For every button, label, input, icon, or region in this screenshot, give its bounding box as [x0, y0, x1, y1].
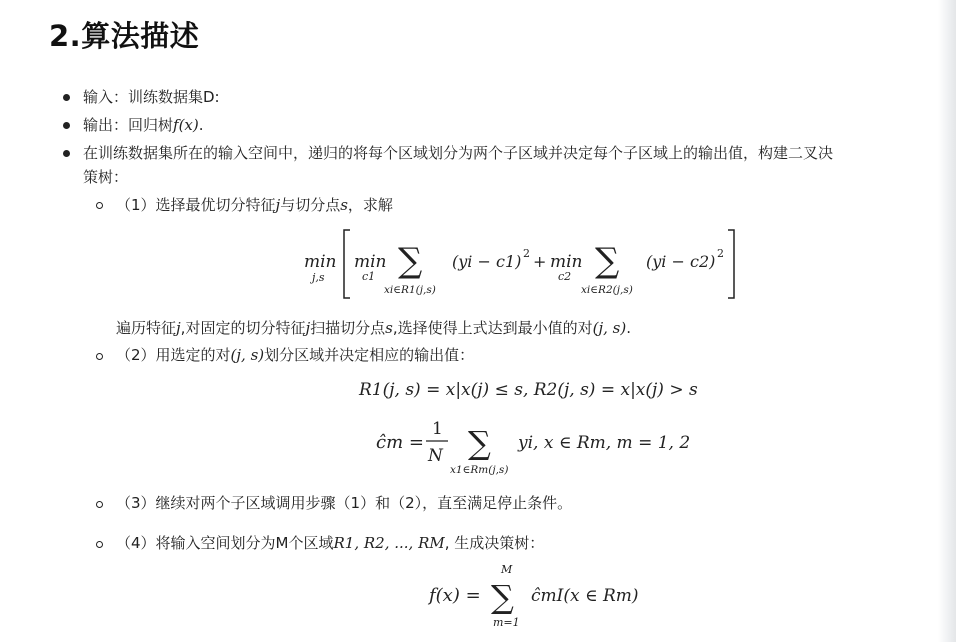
region-formula: [355, 372, 735, 406]
sub-bullet-ring: [96, 202, 103, 209]
section-heading: 2.算法描述: [49, 19, 200, 53]
term1-exp: 2: [523, 247, 530, 260]
fx-rhs: ĉmI(x ∈ Rm): [531, 586, 639, 606]
input-line: [83, 87, 220, 107]
bullet-dot: [63, 94, 70, 101]
output-value-formula: [370, 412, 730, 482]
sum-upper-limit: M: [501, 563, 513, 576]
left-bracket: [344, 230, 350, 298]
bullet-dot: [63, 122, 70, 129]
term2: (yi − c2): [646, 252, 716, 271]
description-line-2: 策树：: [83, 168, 129, 186]
step2-pair: (j, s): [230, 346, 265, 364]
note-var-s: s: [385, 319, 393, 337]
term1: (yi − c1): [452, 252, 522, 271]
output-formula: f(x): [173, 116, 199, 134]
step4-text-a: （4）将输入空间划分为M个区域: [116, 534, 334, 552]
formula-min-outer: min: [304, 252, 337, 272]
description-line-1: 在训练数据集所在的输入空间中，递归的将每个区域划分为两个子区域并决定每个子区域上的输出值，构建二叉决: [83, 144, 834, 162]
step1-note: [116, 318, 631, 338]
cm-rhs: yi, x ∈ Rm, m = 1, 2: [518, 433, 691, 453]
sum2-subscript: xi∈R2(j,s): [581, 284, 633, 296]
note-text-b: ,对固定的切分特征: [180, 319, 306, 337]
step1-line: [116, 195, 393, 215]
step1-text-a: （1）选择最优切分特征: [116, 196, 276, 214]
plus-sign: +: [533, 252, 547, 271]
sum-symbol-3: ∑: [468, 424, 491, 462]
right-bracket: [728, 230, 734, 298]
bullet-dot: [63, 150, 70, 157]
tree-formula: [425, 560, 665, 638]
note-var-j: j: [176, 319, 181, 337]
note-text-c: 扫描切分点: [310, 319, 386, 337]
output-text: 输出：回归树: [83, 116, 174, 134]
step4-line: [116, 533, 544, 553]
step1-text-c: ，求解: [347, 196, 393, 214]
sum-symbol-4: ∑: [491, 578, 514, 616]
sum-lower-limit: m=1: [493, 616, 520, 629]
formula-sub-c2: c2: [558, 270, 572, 283]
output-line: [83, 115, 204, 135]
step2-text-b: 划分区域并决定相应的输出值：: [264, 346, 475, 364]
sub-bullet-ring: [96, 501, 103, 508]
note-var-j2: j: [305, 319, 311, 337]
step1-text-b: 与切分点: [280, 196, 341, 214]
region-formula-text: R1(j, s) = x|x(j) ≤ s, R2(j, s) = x|x(j) > s: [359, 380, 698, 400]
output-period: .: [198, 116, 204, 134]
sub-bullet-ring: [96, 541, 103, 548]
fx-lhs: f(x) =: [429, 585, 481, 606]
step2-text-a: （2）用选定的对: [116, 346, 231, 364]
cm-sum-subscript: x1∈Rm(j,s): [450, 464, 509, 476]
sum-symbol-1: ∑: [398, 241, 423, 281]
formula-sub-js: j,s: [312, 271, 325, 284]
input-text: 输入：训练数据集D:: [83, 88, 220, 106]
step1-var-s: s: [340, 196, 348, 214]
sub-bullet-ring: [96, 353, 103, 360]
formula-sub-c1: c1: [362, 270, 376, 283]
formula-min-c1: min: [354, 252, 387, 272]
fraction-numerator: 1: [432, 419, 443, 439]
note-text-a: 遍历特征: [116, 319, 177, 337]
step4-text-b: , 生成决策树：: [444, 534, 545, 552]
sum1-subscript: xi∈R1(j,s): [384, 284, 436, 296]
scroll-shadow: [938, 0, 956, 642]
step2-line: [116, 345, 474, 365]
objective-formula: [290, 222, 750, 304]
step4-regions: R1, R2, ..., RM: [333, 534, 445, 552]
note-end: .: [626, 319, 631, 337]
step3-line: （3）继续对两个子区域调用步骤（1）和（2），直至满足停止条件。: [116, 494, 573, 512]
step1-var-j: j: [275, 196, 281, 214]
term2-exp: 2: [717, 247, 724, 260]
sum-symbol-2: ∑: [595, 241, 620, 281]
note-pair: (j, s): [592, 319, 627, 337]
note-text-d: ,选择使得上式达到最小值的对: [392, 319, 593, 337]
cm-lhs: ĉm =: [376, 432, 424, 453]
fraction-denominator: N: [428, 446, 443, 466]
formula-min-c2: min: [550, 252, 583, 272]
